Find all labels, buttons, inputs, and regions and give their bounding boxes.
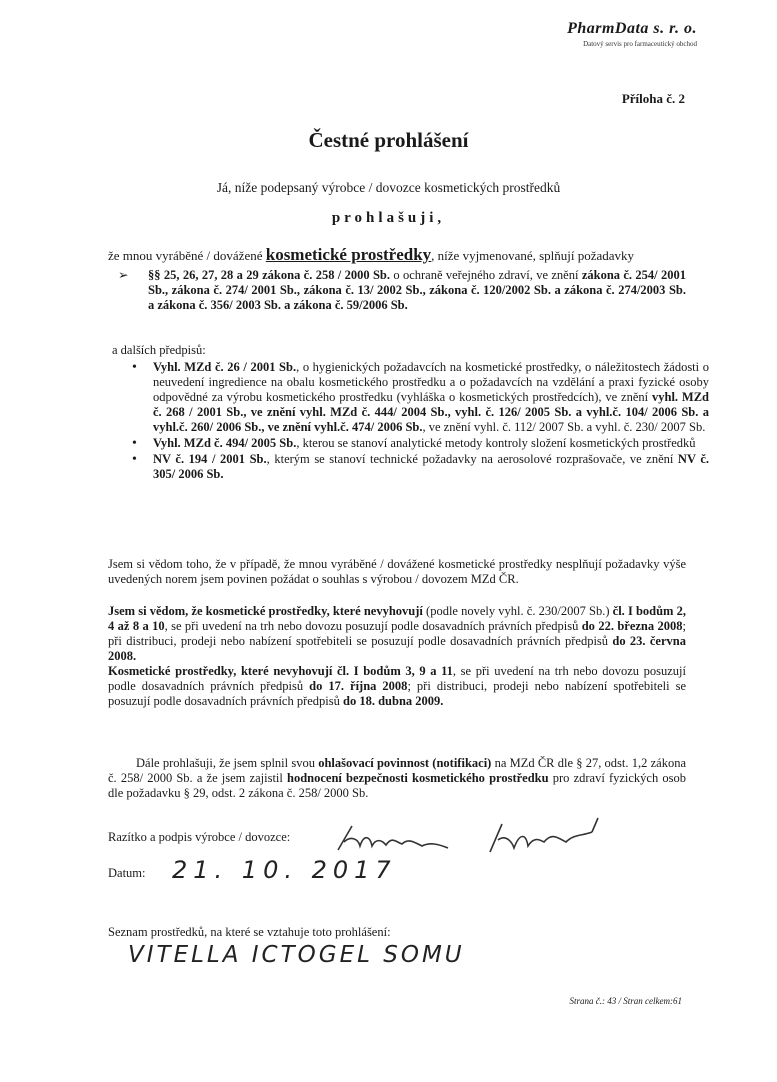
rules-list <box>130 360 709 483</box>
transition-s3: čl. I bodům 2, 4 až 8 a 10 <box>108 604 687 633</box>
rule-desc: , o hygienických požadavcích na kosmetické prostředky, o náležitostech žádosti o neuvedení ingredience na obalu kosmetického prostředku a o požadavcích na vzdělání a praxi fyzické osoby odpovědné za výrobu kosmetického prostředku (vyhláška o kosmetických prostředcích), ve znění <box>153 360 709 404</box>
transition-s7: do 23. června 2008. <box>108 634 686 663</box>
transition-s2: (podle novely vyhl. č. 230/2007 Sb.) <box>422 604 613 618</box>
transition-s4: , se při uvedení na trh nebo dovozu posuzují podle dosavadních právních předpisů <box>164 619 582 633</box>
rule-title: Vyhl. MZd č. 26 / 2001 Sb. <box>153 360 297 374</box>
transition-s10: do 17. října 2008 <box>309 679 408 693</box>
transition-s5: do 22. března 2008 <box>581 619 683 633</box>
transition-s1: Jsem si vědom, že kosmetické prostředky, které nevyhovují <box>108 604 423 618</box>
transition-s9: , se při uvedení na trh nebo dovozu posuzují podle dosavadních právních předpisů <box>108 664 686 693</box>
product-list-label: Seznam prostředků, na které se vztahuje toto prohlášení: <box>108 925 391 939</box>
rule-desc: , kterým se stanoví technické požadavky na aerosolové rozprašovače, ve znění <box>266 452 678 466</box>
compliance-post: , níže vyjmenované, splňují požadavky <box>431 248 635 263</box>
rule-amendments: NV č. 305/ 2006 Sb. <box>153 452 709 481</box>
stamp-signature-label: Razítko a podpis výrobce / dovozce: <box>108 830 291 844</box>
rule-title: NV č. 194 / 2001 Sb. <box>153 452 267 466</box>
logo-name: PharmData s. r. o. <box>567 20 697 37</box>
notify-s1: Dále prohlašuji, že jsem splnil svou <box>136 756 319 770</box>
transition-s8: Kosmetické prostředky, které nevyhovují čl. I bodům 3, 9 a 11 <box>108 664 453 678</box>
rule-title: Vyhl. MZd č. 494/ 2005 Sb. <box>153 436 297 450</box>
transition-paragraph <box>108 604 686 709</box>
transition-s12: do 18. dubna 2009. <box>343 694 444 708</box>
notify-s4: hodnocení bezpečnosti kosmetického prostředku <box>287 771 549 785</box>
compliance-pre: že mnou vyráběné / dovážené <box>108 248 266 263</box>
transition-s6: ; při distribuci, prodeji nebo nabízení spotřebiteli se posuzují podle dosavadních právních předpisů <box>108 619 686 648</box>
rule-amendments: vyhl. MZd č. 268 / 2001 Sb., ve znění vyhl. MZd č. 444/ 2004 Sb., vyhl. č. 126/ 2005 Sb. a vyhl.č. 104/ 2006 Sb. a vyhl.č. 260/ 2006 Sb., ve znění vyhl.č. 474/ 2006 Sb. <box>153 390 710 434</box>
notify-s3: na MZd ČR dle § 27, odst. 1,2 zákona č. 258/ 2000 Sb. a že jsem zajistil <box>108 756 686 785</box>
law-middle: o ochraně veřejného zdraví, ve znění <box>390 268 582 282</box>
law-primary: §§ 25, 26, 27, 28 a 29 zákona č. 258 / 2000 Sb. <box>148 268 391 282</box>
rule-desc: , kterou se stanoví analytické metody kontroly složení kosmetických prostředků <box>296 436 696 450</box>
law-amendments: zákona č. 254/ 2001 Sb., zákona č. 274/ 2001 Sb., zákona č. 13/ 2002 Sb., zákona č. 120/2002 Sb. a zákona č. 274/2003 Sb. a zákona č. 356/ 2003 Sb. a zákona č. 59/2006 Sb. <box>148 268 686 312</box>
law-arrow-item <box>118 268 686 313</box>
page-footer: Strana č.: 43 / Stran celkem:61 <box>569 996 682 1006</box>
signature-image <box>330 812 630 862</box>
list-item <box>153 452 709 482</box>
rule-extra: , ve znění vyhl. č. 112/ 2007 Sb. a vyhl. č. 230/ 2007 Sb. <box>422 420 706 434</box>
notify-s5: pro zdraví fyzických osob dle požadavku § 29, odst. 2 zákona č. 258/ 2000 Sb. <box>108 771 686 800</box>
date-label: Datum: <box>108 866 146 880</box>
list-item <box>153 436 709 451</box>
attachment-label: Příloha č. 2 <box>621 91 685 106</box>
transition-s11: ; při distribuci, prodeji nebo nabízení spotřebiteli se posuzují podle dosavadních právních předpisů <box>108 679 686 708</box>
notify-s2: ohlašovací povinnost (notifikaci) <box>318 756 492 770</box>
logo-subtitle: Datový servis pro farmaceutický obchod <box>583 40 697 48</box>
intro-text: Já, níže podepsaný výrobce / dovozce kosmetických prostředků <box>216 180 561 195</box>
products-handwritten: VITELLA ICTOGEL SOMU <box>128 942 465 968</box>
notification-paragraph <box>108 756 686 801</box>
other-rules-label: a dalších předpisů: <box>112 343 206 357</box>
date-value-handwritten: 21. 10. 2017 <box>172 856 397 884</box>
company-logo <box>567 20 697 48</box>
awareness-paragraph: Jsem si vědom toho, že v případě, že mnou vyráběné / dovážené kosmetické prostředky nesplňují požadavky výše uvedených norem jsem povinen požádat o souhlas s výrobou / dovozem MZd ČR. <box>108 557 686 586</box>
declare-heading: prohlašuji, <box>331 210 446 226</box>
compliance-emph: kosmetické prostředky <box>265 245 432 264</box>
document-title: Čestné prohlášení <box>308 128 469 152</box>
arrow-bullet-icon: ➢ <box>118 268 129 282</box>
list-item <box>153 360 709 435</box>
compliance-line <box>108 245 708 265</box>
